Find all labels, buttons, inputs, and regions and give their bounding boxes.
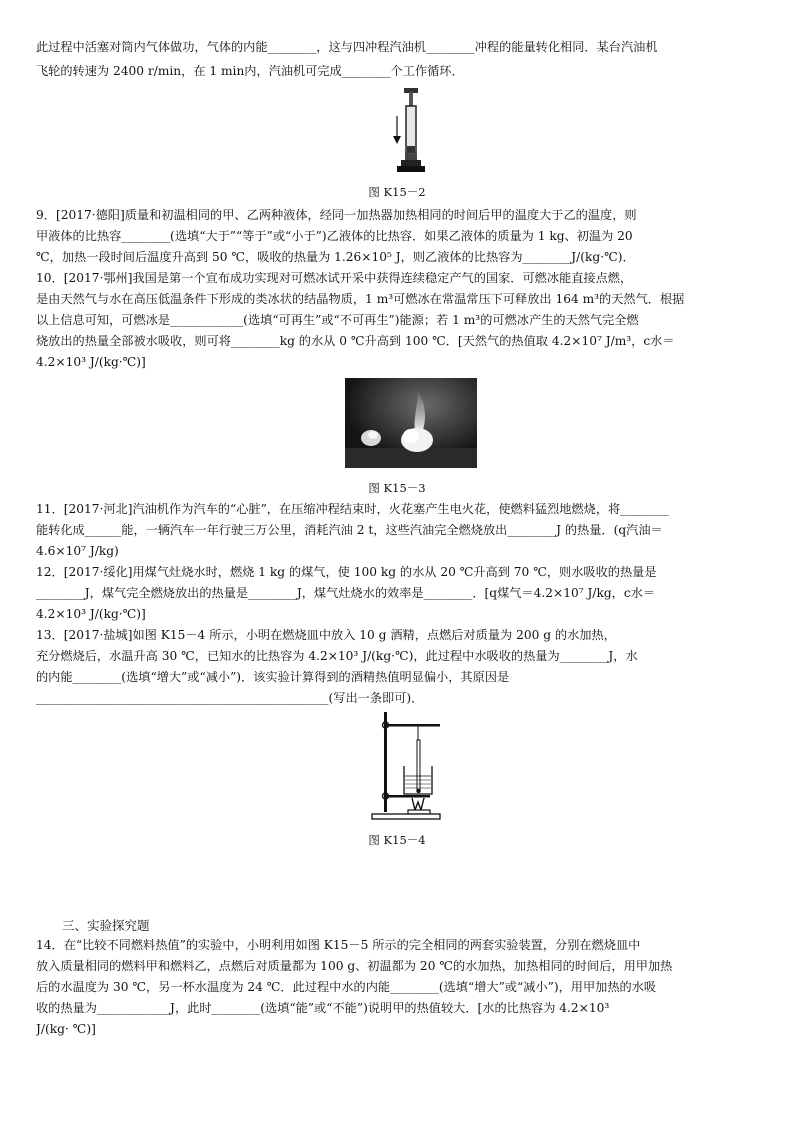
text-line: ________J，煤气完全燃烧放出的热量是________J，煤气灶烧水的效率是________．[q煤气＝4.2×10⁷ J/kg，c水＝ (36, 586, 656, 600)
figure-caption: 图 K15－3 (368, 481, 426, 495)
text-line: J/(kg· ℃)] (36, 1022, 96, 1036)
text-line: 收的热量为____________J，此时________(选填“能”或“不能”)说明甲的热值较大．[水的比热容为 4.2×10³ (36, 1001, 610, 1015)
text-line: 放入质量相同的燃料甲和燃料乙，点燃后对质量都为 100 g、初温都为 20 ℃的水加热，加热相同的时间后，用甲加热 (36, 959, 673, 973)
text-line: 11．[2017·河北]汽油机作为汽车的“心脏”，在压缩冲程结束时，火花塞产生电火花，使燃料猛烈地燃烧，将________ (36, 502, 669, 516)
text-line: 以上信息可知，可燃冰是____________(选填“可再生”或“不可再生”)能源；若 1 m³的可燃冰产生的天然气完全燃 (36, 313, 639, 327)
text-line: 充分燃烧后，水温升高 30 ℃，已知水的比热容为 4.2×10³ J/(kg·℃)，此过程中水吸收的热量为________J，水 (36, 649, 638, 663)
text-line: ________________________________________________(写出一条即可)． (36, 691, 424, 705)
text-line: 的内能________(选填“增大”或“减小”)．该实验计算得到的酒精热值明显偏小，其原因是 (36, 670, 510, 684)
heating-apparatus-figure (368, 710, 444, 828)
text-line: ℃，加热一段时间后温度升高到 50 ℃，吸收的热量为 1.26×10⁵ J，则乙液体的比热容为________J/(kg·℃)． (36, 250, 635, 264)
text-line: 4.2×10³ J/(kg·℃)] (36, 355, 146, 369)
text-line: 9．[2017·德阳]质量和初温相同的甲、乙两种液体，经同一加热器加热相同的时间后甲的温度大于乙的温度，则 (36, 208, 637, 222)
text-line: 飞轮的转速为 2400 r/min，在 1 min内，汽油机可完成________个工作循环． (36, 64, 464, 78)
text-line: 13．[2017·盐城]如图 K15－4 所示，小明在燃烧皿中放入 10 g 酒精，点燃后对质量为 200 g 的水加热， (36, 628, 616, 642)
figure-caption: 图 K15－2 (368, 185, 426, 199)
text-line: 12．[2017·绥化]用煤气灶烧水时，燃烧 1 kg 的煤气，使 100 kg 的水从 20 ℃升高到 70 ℃，则水吸收的热量是 (36, 565, 657, 579)
text-line: 4.6×10⁷ J/kg) (36, 544, 119, 558)
text-line: 4.2×10³ J/(kg·℃)] (36, 607, 146, 621)
text-line: 后的水温度为 30 ℃，另一杯水温度为 24 ℃．此过程中水的内能________(选填“增大”或“减小”)，用甲加热的水吸 (36, 980, 657, 994)
text-line: 甲液体的比热容________(选填“大于”“等于”或“小于”)乙液体的比热容．如果乙液体的质量为 1 kg、初温为 20 (36, 229, 633, 243)
figure-caption: 图 K15－4 (368, 833, 426, 847)
text-line: 能转化成______能，一辆汽车一年行驶三万公里，消耗汽油 2 t，这些汽油完全燃烧放出________J 的热量．(q汽油＝ (36, 523, 663, 537)
text-line: 是由天然气与水在高压低温条件下形成的类冰状的结晶物质，1 m³可燃冰在常温常压下可释放出 164 m³的天然气．根据 (36, 292, 685, 306)
text-line: 10．[2017·鄂州]我国是第一个宣布成功实现对可燃冰试开采中获得连续稳定产气的国家．可燃冰能直接点燃， (36, 271, 633, 285)
text-line: 14．在“比较不同燃料热值”的实验中，小明利用如图 K15－5 所示的完全相同的两套实验装置，分别在燃烧皿中 (36, 938, 641, 952)
text-line: 此过程中活塞对筒内气体做功，气体的内能________，这与四冲程汽油机________冲程的能量转化相同．某台汽油机 (36, 40, 658, 54)
fire-piston-figure (392, 86, 428, 178)
combustible-ice-photo (345, 378, 477, 468)
section-heading: 三、实验探究题 (62, 918, 150, 933)
text-line: 烧放出的热量全部被水吸收，则可将________kg 的水从 0 ℃升高到 100 ℃．[天然气的热值取 4.2×10⁷ J/m³，c水＝ (36, 334, 675, 348)
